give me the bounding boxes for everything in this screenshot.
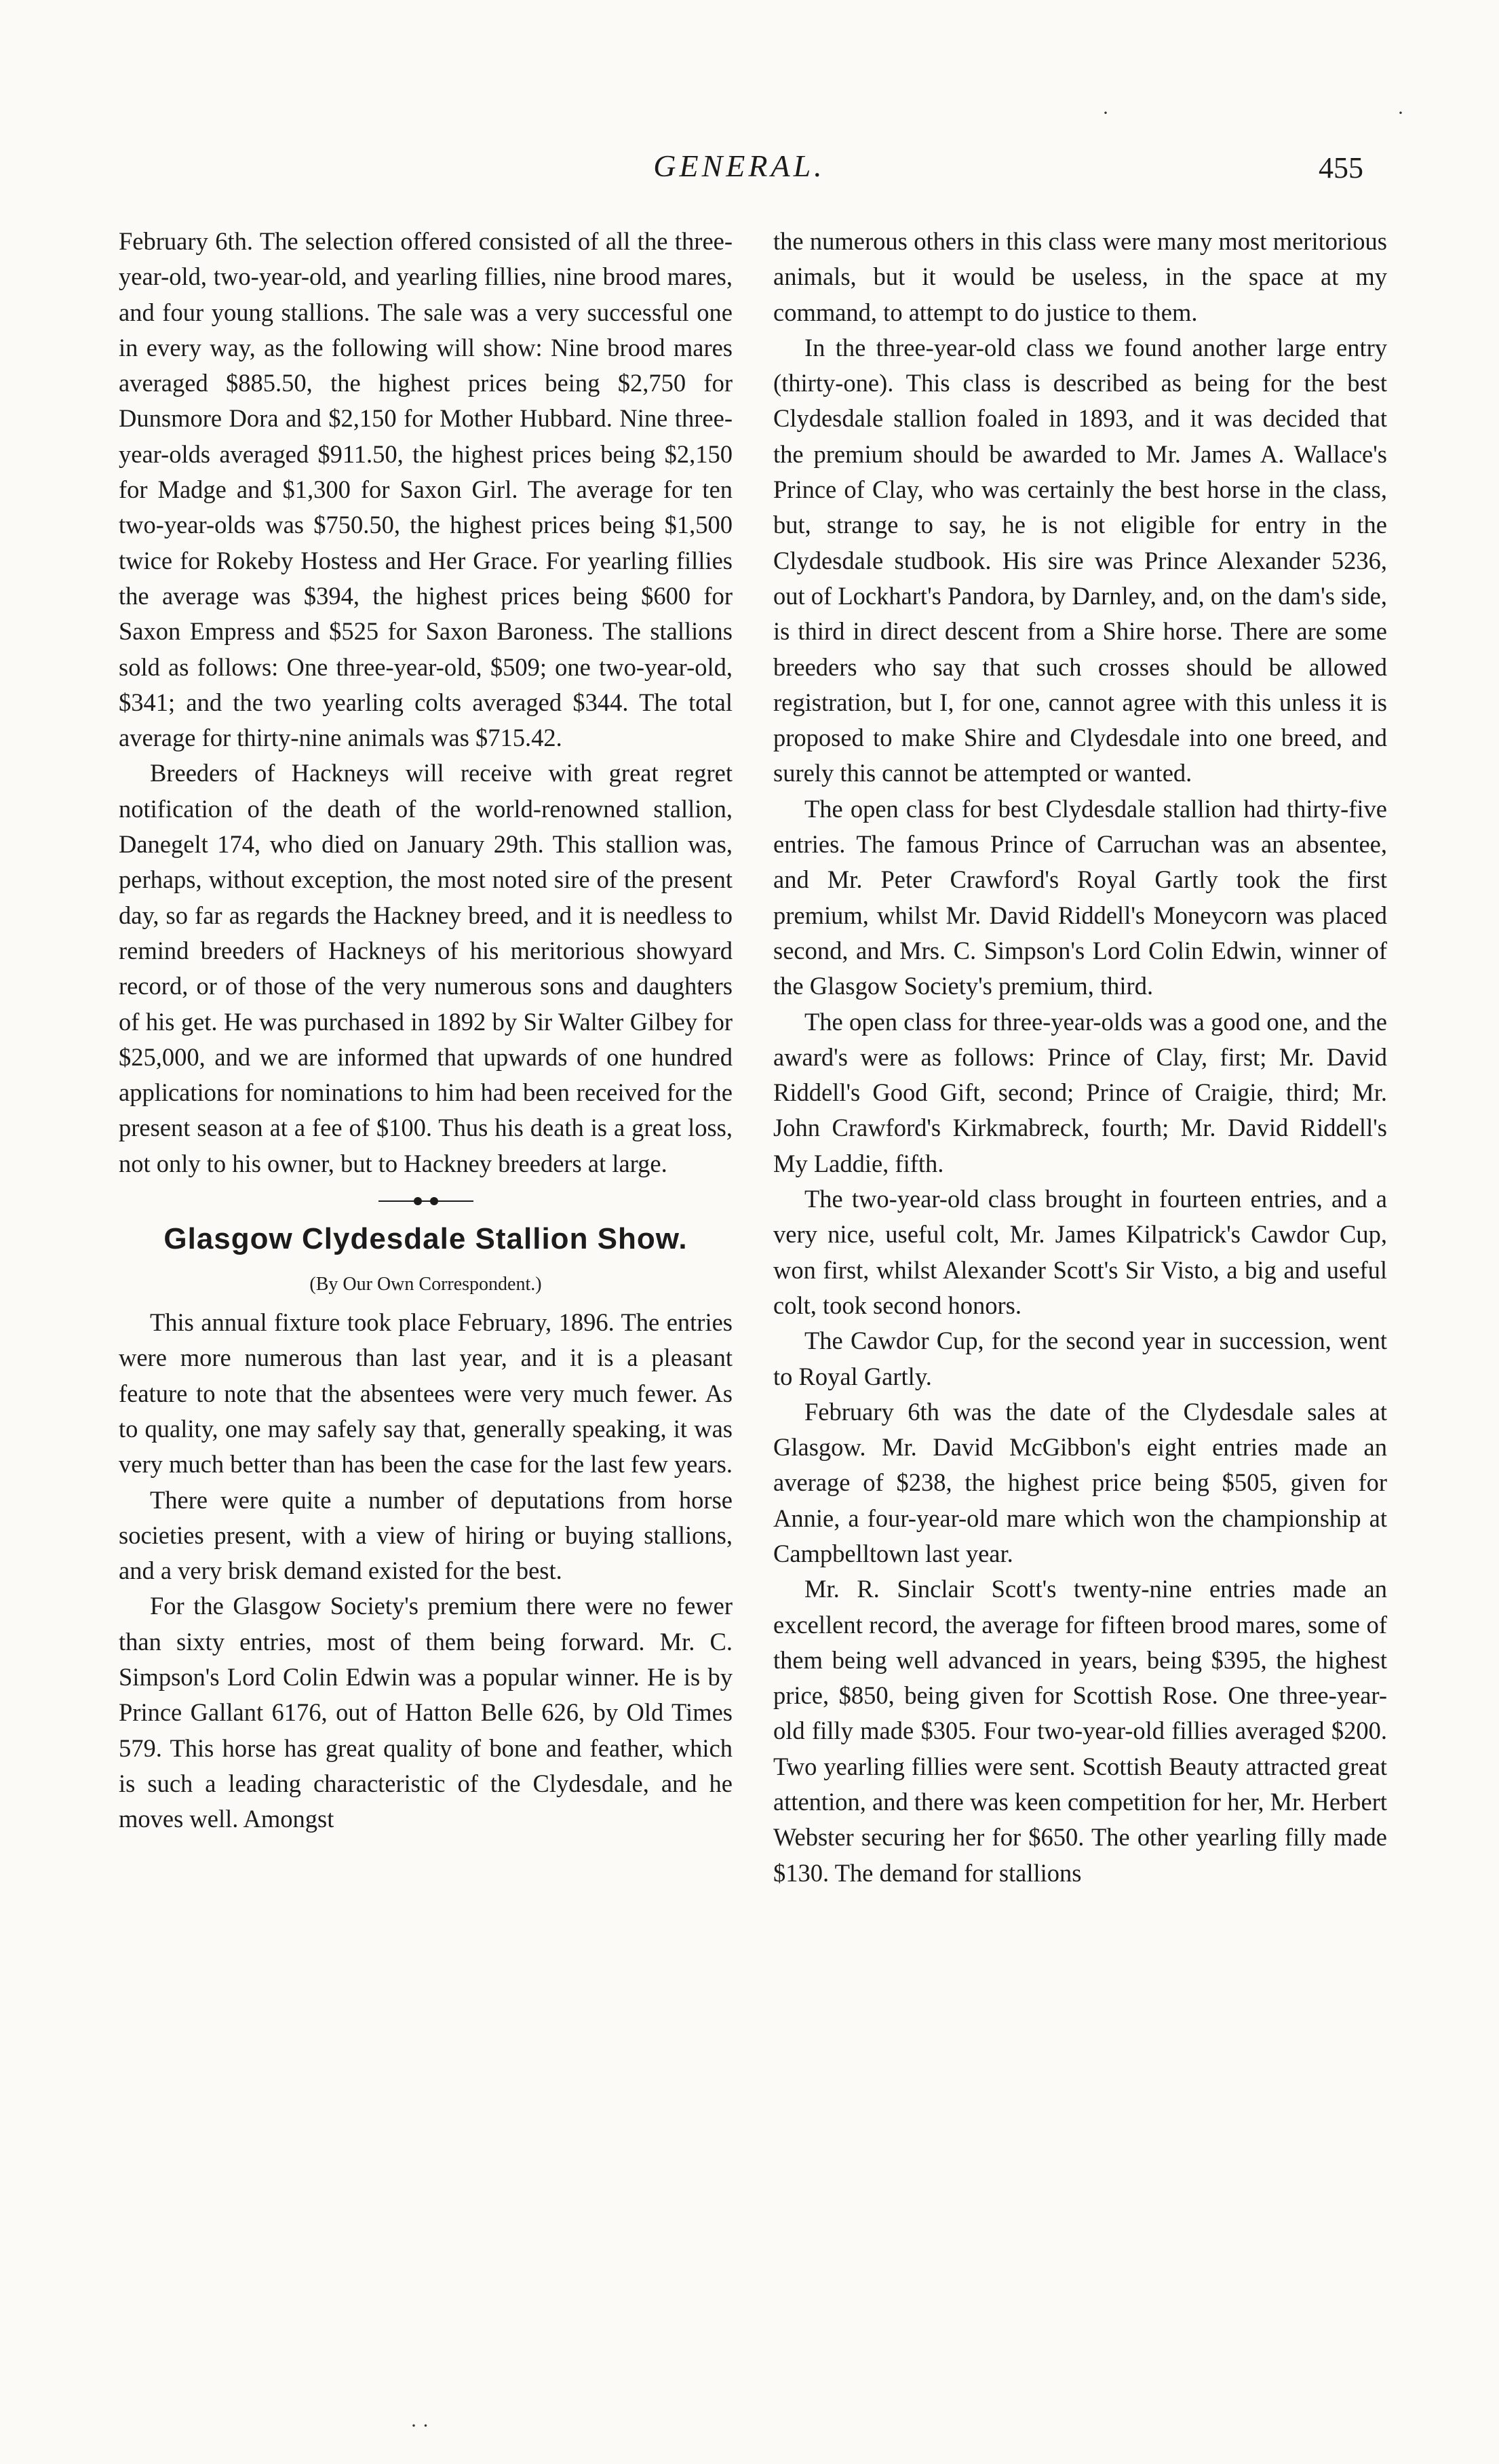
left-column (119, 224, 733, 1837)
paragraph: The open class for three-year-olds was a good one, and the award's were as follows: Prince of Clay, first; Mr. David Riddell's Good Gift, second; Prince of Craigie, third; Mr. John Crawford's Kirkmabreck, fourth; Mr. David Riddell's My Laddie, fifth. (773, 1007, 1387, 1177)
page-header (0, 142, 1499, 190)
paragraph: February 6th was the date of the Clydesdale sales at Glasgow. Mr. David McGibbon's eight entries made an average of $238, the highest price being $505, given for Annie, a four-year-old mare which won the championship at Campbelltown last year. (773, 1397, 1387, 1567)
paragraph: This annual fixture took place February, 1896. The entries were more numerous than last year, and it is a pleasant feature to note that the absentees were very much fewer. As to quality, one may safely say that, generally speaking, it was very much better than has been the case for the last few years. (119, 1308, 733, 1479)
paragraph: There were quite a number of deputations from horse societies present, with a view of hiring or buying stallions, and a very brisk demand existed for the best. (119, 1485, 733, 1585)
paragraph: For the Glasgow Society's premium there were no fewer than sixty entries, most of them being forward. Mr. C. Simpson's Lord Colin Edwin was a popular winner. He is by Prince Gallant 6176, out of Hatton Belle 626, by Old Times 579. This horse has great quality of bone and feather, which is such a leading characteristic of the Clydesdale, and he moves well. Amongst (119, 1592, 733, 1833)
paragraph: The Cawdor Cup, for the second year in succession, went to Royal Gartly. (773, 1327, 1387, 1390)
print-speck: · (1397, 102, 1404, 124)
byline: (By Our Own Correspondent.) (309, 1274, 542, 1295)
divider-dot (430, 1197, 438, 1205)
section-divider (378, 1196, 473, 1206)
running-head: GENERAL. (653, 149, 825, 183)
print-speck: · (1102, 102, 1109, 124)
paragraph: The open class for best Clydesdale stallion had thirty-five entries. The famous Prince of Carruchan was an absentee, and Mr. Peter Crawford's Royal Gartly took the first premium, whilst Mr. David Riddell's Moneycorn was placed second, and Mrs. C. Simpson's Lord Colin Edwin, winner of the Glasgow Society's premium, third. (773, 794, 1387, 1000)
print-speck: · · (410, 2414, 429, 2437)
right-column (773, 224, 1387, 1891)
divider-line (378, 1200, 473, 1202)
section-title: Glasgow Clydesdale Stallion Show. (163, 1222, 688, 1256)
divider-dot (414, 1197, 422, 1205)
paragraph: In the three-year-old class we found another large entry (thirty-one). This class is described as being for the best Clydesdale stallion foaled in 1893, and it was decided that the premium should be awarded to Mr. James A. Wallace's Prince of Clay, who was certainly the best horse in the class, but, strange to say, he is not eligible for entry in the Clydesdale studbook. His sire was Prince Alexander 5236, out of Lockhart's Pandora, by Darnley, and, on the dam's side, is third in direct descent from a Shire horse. There are some breeders who say that such crosses should be allowed registration, but I, for one, cannot agree with this unless it is proposed to make Shire and Clydesdale into one breed, and surely this cannot be attempted or wanted. (773, 333, 1387, 787)
paragraph: The two-year-old class brought in fourteen entries, and a very nice, useful colt, Mr. James Kilpatrick's Cawdor Cup, won first, whilst Alexander Scott's Sir Visto, a big and useful colt, took second honors. (773, 1185, 1387, 1319)
page-number: 455 (1319, 151, 1363, 184)
paragraph: Mr. R. Sinclair Scott's twenty-nine entries made an excellent record, the average for fifteen brood mares, some of them being well advanced in years, being $395, the highest price, $850, being given for Scottish Rose. One three-year-old filly made $305. Four two-year-old fillies averaged $200. Two yearling fillies were sent. Scottish Beauty attracted great attention, and there was keen competition for her, Mr. Herbert Webster securing her for $650. The other yearling filly made $130. The demand for stallions (773, 1575, 1387, 1887)
paragraph: Breeders of Hackneys will receive with great regret notification of the death of the world-renowned stallion, Danegelt 174, who died on January 29th. This stallion was, perhaps, without exception, the most noted sire of the present day, so far as regards the Hackney breed, and it is needless to remind breeders of Hackneys of his meritorious showyard record, or of those of the very numerous sons and daughters of his get. He was purchased in 1892 by Sir Walter Gilbey for $25,000, and we are informed that upwards of one hundred applications for nominations to him had been received for the present season at a fee of $100. Thus his death is a great loss, not only to his owner, but to Hackney breeders at large. (119, 759, 733, 1177)
paragraph: February 6th. The selection offered consisted of all the three-year-old, two-year-old, and yearling fillies, nine brood mares, and four young stallions. The sale was a very successful one in every way, as the following will show: Nine brood mares averaged $885.50, the highest prices being $2,750 for Dunsmore Dora and $2,150 for Mother Hubbard. Nine three-year-olds averaged $911.50, the highest prices being $2,150 for Madge and $1,300 for Saxon Girl. The average for ten two-year-olds was $750.50, the highest prices being $1,500 twice for Rokeby Hostess and Her Grace. For yearling fillies the average was $394, the highest prices being $600 for Saxon Empress and $525 for Saxon Baroness. The stallions sold as follows: One three-year-old, $509; one two-year-old, $341; and the two yearling colts averaged $344. The total average for thirty-nine animals was $715.42. (119, 227, 733, 752)
paragraph: the numerous others in this class were many most meritorious animals, but it would be useless, in the space at my command, to attempt to do justice to them. (773, 227, 1387, 326)
